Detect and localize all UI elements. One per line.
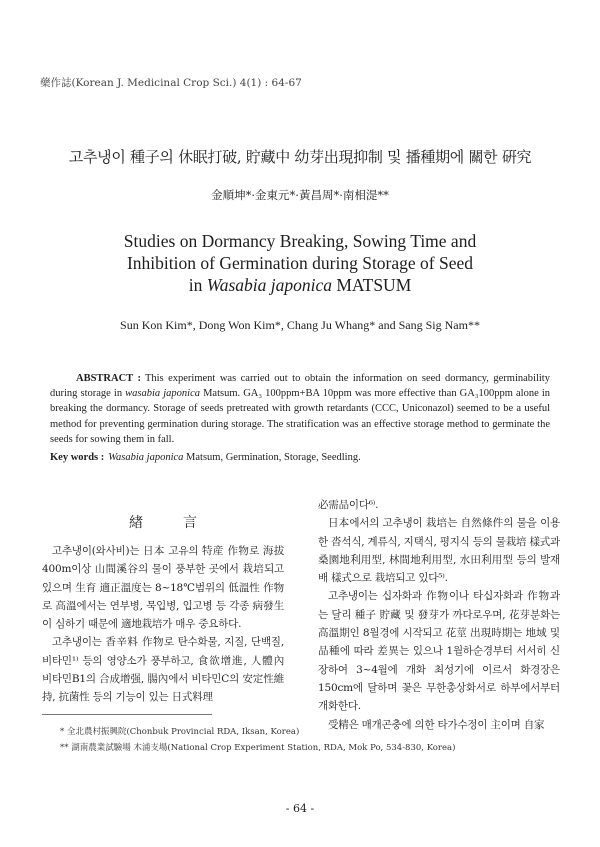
keywords xyxy=(50,452,550,463)
abstract-species: wasabia japonica xyxy=(125,388,201,400)
english-title-line-3 xyxy=(0,274,600,296)
english-title-line-2: Inhibition of Germination during Storage of Seed xyxy=(126,253,474,273)
footnotes xyxy=(60,724,455,756)
keywords-list: Matsum, Germination, Storage, Seedling. xyxy=(183,452,361,463)
abstract-text-2: Matsum. GA₃ 100ppm+BA 10ppm was more effective than GA₃100ppm alone in breaking the dormancy. Storage of seeds pretreated with growth retardants (CCC, Uniconazol) seemed to be a useful method for preventing germination during storage. The stratification was an effective storage method to germinate the seeds for sowing them in fall. xyxy=(50,388,550,445)
right-paragraph-4: 受精은 매개곤충에 의한 타가수정이 主이며 自家 xyxy=(328,718,545,731)
footnote-2: ** 湖南農業試驗場 木浦支場(National Crop Experiment Station, RDA, Mok Po, 534-830, Korea) xyxy=(60,743,456,753)
right-column xyxy=(318,496,560,734)
right-paragraph-2: 日本에서의 고추냉이 栽培는 自然條件의 물을 이용한 沓석식, 계류식, 지택식, 평지식 등의 물栽培 樣式과 桑園地利用型, 林間地利用型, 水田利用型 등의 발재배 樣式으로 栽培되고 있다⁵⁾. xyxy=(318,517,560,585)
english-authors: Sun Kon Kim*, Dong Won Kim*, Chang Ju Whang* and Sang Sig Nam** xyxy=(120,318,480,332)
abstract-text-1: This experiment was carried out to obtain the information on seed dormancy, germinability during storage in xyxy=(50,373,550,400)
english-title-prefix: in xyxy=(188,275,207,295)
left-paragraph-1: 고추냉이(와사비)는 日本 고유의 特産 作物로 海拔 400m이상 山間溪谷의 물이 풍부한 곳에서 栽培되고 있으며 生育 適正溫度는 8~18℃범위의 低溫性 作物로 高溫에서는 연부병, 묵입병, 입고병 등 각종 病發生이 심하기 때문에 適地栽培가 매우 중요하다. xyxy=(42,545,284,631)
introduction-heading: 緖言 xyxy=(129,515,237,531)
keywords-label: Key words : xyxy=(50,452,105,463)
footnote-divider xyxy=(42,714,212,715)
left-paragraph-2: 고추냉이는 香辛料 作物로 탄수화물, 지질, 단백질, 비타민¹⁾ 등의 영양소가 풍부하고, 食欲增進, 人體內 비타민B1의 合成增强, 腸內에서 비타민C의 安定性維持, 抗菌性 등의 기능이 있는 日式料理 xyxy=(42,636,284,704)
keywords-species: Wasabia japonica xyxy=(108,452,184,463)
english-title-suffix: MATSUM xyxy=(332,275,412,295)
korean-title: 고추냉이 種子의 休眠打破, 貯藏中 幼芽出現抑制 및 播種期에 關한 硏究 xyxy=(68,148,532,166)
species-name: Wasabia japonica xyxy=(206,275,332,295)
english-title-line-1: Studies on Dormancy Breaking, Sowing Time and xyxy=(123,231,477,251)
right-paragraph-1: 必需品이다⁶⁾. xyxy=(318,499,379,511)
page-number: - 64 - xyxy=(285,802,315,815)
abstract-label: ABSTRACT : xyxy=(76,373,141,384)
right-paragraph-3: 고추냉이는 십자화과 作物이나 타십자화과 作物과는 달리 種子 貯藏 및 發芽가 까다로우며, 花芽분화는 高溫期인 8월경에 시작되고 花莖 出現時期는 地域 및 品種에 따라 差異는 있으나 1월하순경부터 서서히 신장하여 3~4월에 개화 최성기에 이르서 화경장은 150cm에 달하며 꽃은 무한총상화서로 하부에서부터 개화한다. xyxy=(318,590,560,713)
korean-authors: 金順坤*·金東元*·黃昌周*·南相湜** xyxy=(211,188,389,202)
journal-header: 藥作誌(Korean J. Medicinal Crop Sci.) 4(1) : 64-67 xyxy=(40,77,302,89)
english-title xyxy=(0,230,600,296)
footnote-1: * 全北農村振興院(Chonbuk Provincial RDA, Iksan, Korea) xyxy=(60,727,300,737)
abstract xyxy=(50,371,550,447)
